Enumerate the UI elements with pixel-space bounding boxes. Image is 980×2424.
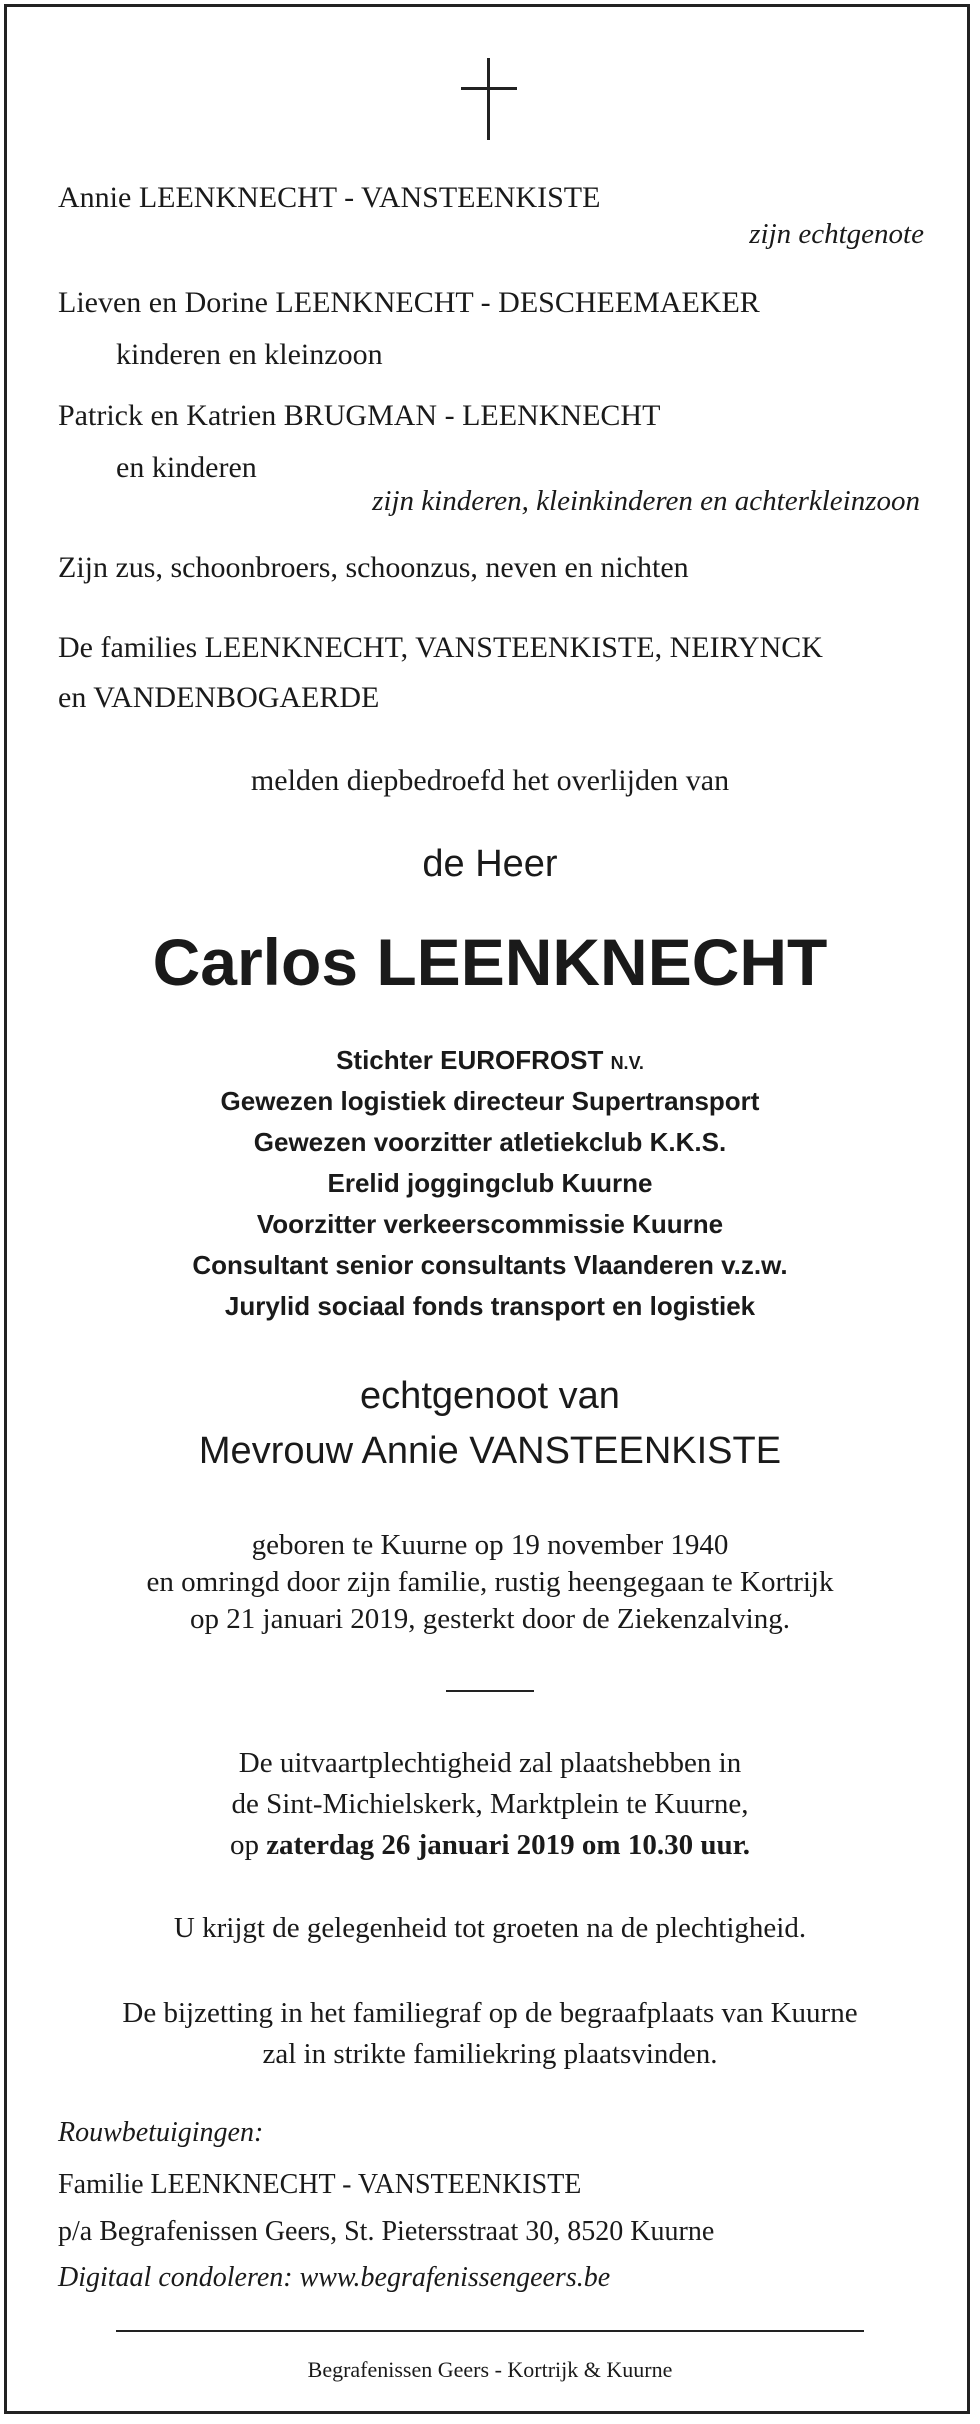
funeral-line-1: De uitvaartplechtigheid zal plaatshebben in bbox=[238, 1747, 742, 1779]
function-item: Stichter EUROFROST N.V. bbox=[336, 1045, 644, 1075]
funeral-line-2: de Sint-Michielskerk, Marktplein te Kuurne, bbox=[231, 1788, 749, 1820]
funeral-line-3: op zaterdag 26 januari 2019 om 10.30 uur. bbox=[229, 1829, 751, 1861]
family-line-3: Patrick en Katrien BRUGMAN - LEENKNECHT bbox=[58, 399, 661, 432]
greeting: U krijgt de gelegenheid tot groeten na de plechtigheid. bbox=[173, 1912, 807, 1944]
life-info bbox=[0, 1527, 980, 1638]
family-line-1: Annie LEENKNECHT - VANSTEENKISTE bbox=[58, 181, 601, 214]
family-line-2b: kinderen en kleinzoon bbox=[116, 338, 383, 371]
announcement: melden diepbedroefd het overlijden van bbox=[250, 764, 730, 797]
deceased-name: Carlos LEENKNECHT bbox=[152, 925, 828, 999]
family-line-5b: en VANDENBOGAERDE bbox=[58, 681, 380, 714]
condolences-address: p/a Begrafenissen Geers, St. Pietersstraat 30, 8520 Kuurne bbox=[58, 2216, 715, 2247]
condolences-label: Rouwbetuigingen: bbox=[58, 2117, 264, 2148]
death-line: en omringd door zijn familie, rustig heengegaan te Kortrijk bbox=[146, 1566, 834, 1598]
footer: Begrafenissen Geers - Kortrijk & Kuurne bbox=[307, 2357, 673, 2382]
family-line-2: Lieven en Dorine LEENKNECHT - DESCHEEMAEKER bbox=[58, 286, 760, 319]
relation-children: zijn kinderen, kleinkinderen en achterkleinzoon bbox=[372, 485, 920, 517]
condolences-address-name: Familie LEENKNECHT - VANSTEENKISTE bbox=[58, 2169, 582, 2200]
relation-spouse: zijn echtgenote bbox=[749, 218, 924, 250]
divider bbox=[446, 1690, 534, 1692]
funeral-info bbox=[0, 1743, 980, 1866]
function-item: Voorzitter verkeerscommissie Kuurne bbox=[256, 1209, 724, 1239]
death-date-line: op 21 januari 2019, gesterkt door de Ziekenzalving. bbox=[190, 1603, 790, 1635]
function-item: Gewezen voorzitter atletiekclub K.K.S. bbox=[253, 1127, 727, 1157]
family-line-5: De families LEENKNECHT, VANSTEENKISTE, NEIRYNCK bbox=[58, 631, 823, 664]
function-item: Erelid joggingclub Kuurne bbox=[327, 1168, 653, 1198]
burial-line-1: De bijzetting in het familiegraf op de begraafplaats van Kuurne bbox=[122, 1997, 858, 2029]
burial-line-2: zal in strikte familiekring plaatsvinden. bbox=[262, 2038, 718, 2070]
family-line-4: Zijn zus, schoonbroers, schoonzus, neven en nichten bbox=[58, 551, 689, 584]
birth-line: geboren te Kuurne op 19 november 1940 bbox=[251, 1529, 729, 1561]
funeral-datetime: zaterdag 26 januari 2019 om 10.30 uur. bbox=[266, 1829, 751, 1861]
function-item: Consultant senior consultants Vlaanderen v.z.w. bbox=[192, 1250, 788, 1280]
family-line-3b: en kinderen bbox=[116, 451, 257, 484]
footer-divider bbox=[116, 2330, 864, 2332]
title: de Heer bbox=[422, 843, 558, 885]
burial-info bbox=[0, 1993, 980, 2075]
spouse-label: echtgenoot van bbox=[360, 1375, 620, 1417]
condolences-web: Digitaal condoleren: www.begrafenissengeers.be bbox=[58, 2262, 611, 2293]
function-item: Gewezen logistiek directeur Supertransport bbox=[220, 1086, 760, 1116]
functions-list bbox=[0, 1040, 980, 1327]
function-item: Jurylid sociaal fonds transport en logistiek bbox=[224, 1291, 756, 1321]
spouse-name: Mevrouw Annie VANSTEENKISTE bbox=[198, 1430, 782, 1472]
